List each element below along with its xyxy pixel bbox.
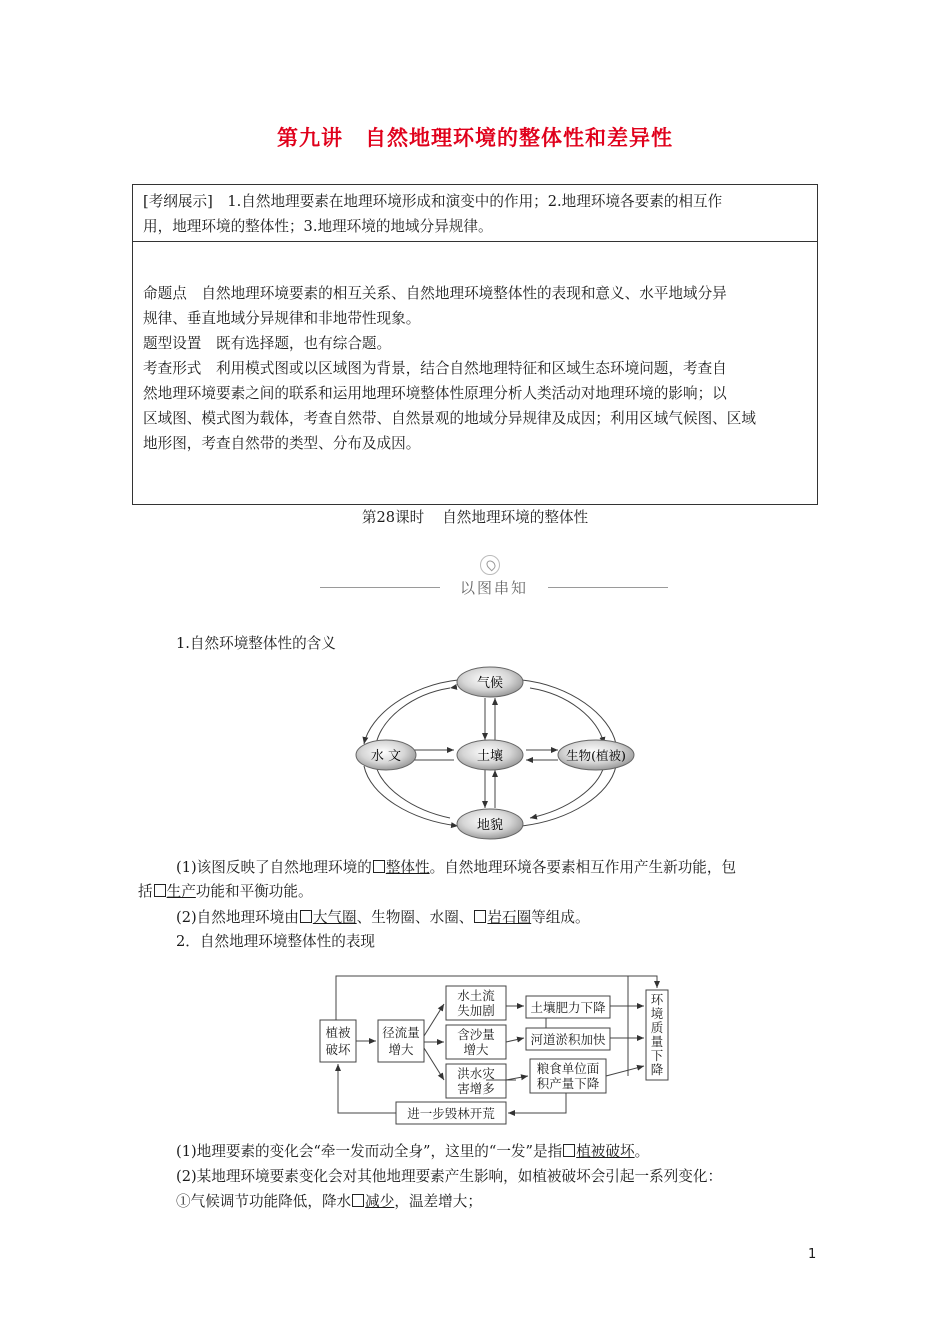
sediment-line2: 增大 — [463, 1042, 489, 1057]
lesson-number: 第28课时 — [361, 509, 425, 526]
part1-q1-line1 — [176, 856, 736, 880]
part1-heading: 1.自然环境整体性的含义 — [176, 635, 336, 652]
answer: 大气圈 — [312, 909, 357, 926]
runoff-line2: 增大 — [388, 1042, 414, 1057]
node-landform-label: 地貌 — [476, 818, 504, 833]
answer-box — [373, 860, 385, 873]
env-char: 降 — [650, 1062, 664, 1077]
environment-elements-diagram — [340, 660, 640, 845]
flood-line2: 害增多 — [457, 1081, 495, 1096]
text: ，温差增大； — [394, 1193, 482, 1210]
part2-q2: (2)某地理环境要素变化会对其他地理要素产生影响，如植被破坏会引起一系列变化： — [176, 1168, 723, 1185]
section-label: 以图串知 — [459, 579, 528, 597]
erosion-line1: 水土流 — [457, 988, 495, 1003]
part2-heading: 2．自然地理环境整体性的表现 — [176, 933, 376, 950]
answer-box — [154, 884, 166, 897]
loop-label: 进一步毁林开荒 — [407, 1106, 495, 1121]
grain-line1: 粮食单位面 — [536, 1061, 600, 1076]
part1-q1-line2 — [138, 880, 313, 904]
text: (1)该图反映了自然地理环境的 — [176, 859, 372, 876]
answer: 植被破坏 — [576, 1143, 635, 1160]
sediment-line1: 含沙量 — [457, 1027, 495, 1042]
env-char: 量 — [650, 1034, 664, 1049]
exam-info-line: 区域图、模式图为载体，考查自然带、自然景观的地域分异规律及成因；利用区域气候图、区域 — [143, 410, 756, 427]
exam-info-line: 然地理环境要素之间的联系和运用地理环境整体性原理分析人类活动对地理环境的影响；以 — [143, 385, 727, 402]
runoff-line1: 径流量 — [382, 1025, 420, 1040]
text: (2)自然地理环境由 — [176, 909, 299, 926]
part1-q2 — [176, 906, 590, 930]
answer: 减少 — [365, 1193, 395, 1210]
section-divider — [320, 577, 668, 599]
syllabus-box — [132, 184, 818, 242]
text: 。自然地理环境各要素相互作用产生新功能，包 — [429, 859, 737, 876]
lesson-title — [0, 506, 950, 527]
text: 功能和平衡功能。 — [195, 883, 313, 900]
start-line1: 植被 — [325, 1025, 351, 1040]
flood-line1: 洪水灾 — [457, 1066, 495, 1081]
syllabus-line: 用，地理环境的整体性；3.地理环境的地域分异规律。 — [143, 218, 493, 235]
text: 、生物圈、水圈、 — [356, 909, 474, 926]
exam-info-line: 题型设置 既有选择题，也有综合题。 — [143, 335, 392, 352]
chapter-name: 自然地理环境的整体性和差异性 — [365, 126, 673, 150]
fertility-label: 土壤肥力下降 — [530, 1000, 606, 1015]
env-char: 环 — [650, 992, 664, 1007]
answer: 整体性 — [385, 859, 430, 876]
node-hydrology-label: 水 文 — [370, 749, 402, 764]
answer-box — [563, 1144, 575, 1157]
node-biology-label: 生物(植被) — [566, 748, 626, 763]
env-char: 下 — [650, 1048, 664, 1063]
answer-box — [300, 910, 312, 923]
part2-q1 — [176, 1140, 649, 1164]
node-climate-label: 气候 — [476, 676, 504, 691]
answer-box — [474, 910, 486, 923]
exam-info-line: 考查形式 利用模式图或以区域图为背景，结合自然地理特征和区域生态环境问题，考查自 — [143, 360, 727, 377]
vegetation-destruction-flowchart — [316, 968, 676, 1128]
text: 等组成。 — [531, 909, 590, 926]
text: 。 — [634, 1143, 650, 1160]
text: ①气候调节功能降低，降水 — [176, 1193, 352, 1210]
node-soil-label: 土壤 — [476, 749, 504, 764]
lesson-name: 自然地理环境的整体性 — [442, 509, 589, 526]
exam-info-box — [132, 242, 818, 505]
chapter-title — [0, 122, 950, 152]
chapter-number: 第九讲 — [277, 126, 343, 150]
answer: 岩石圈 — [487, 909, 532, 926]
location-pin-icon — [480, 555, 500, 575]
syllabus-line: [考纲展示] 1.自然地理要素在地理环境形成和演变中的作用；2.地理环境各要素的相互作 — [143, 193, 723, 210]
exam-info-line: 地形图，考查自然带的类型、分布及成因。 — [143, 435, 421, 452]
page-number: 1 — [808, 1247, 817, 1262]
exam-info-line: 规律、垂直地域分异规律和非地带性现象。 — [143, 310, 421, 327]
erosion-line2: 失加剧 — [457, 1003, 495, 1018]
answer: 生产 — [166, 883, 196, 900]
env-char: 质 — [650, 1020, 664, 1035]
start-line2: 破坏 — [325, 1042, 351, 1057]
grain-line2: 积产量下降 — [536, 1076, 600, 1091]
river-label: 河道淤积加快 — [530, 1032, 606, 1047]
text: (1)地理要素的变化会“牵一发而动全身”，这里的“一发”是指 — [176, 1143, 563, 1160]
env-char: 境 — [650, 1006, 664, 1021]
answer-box — [352, 1194, 364, 1207]
exam-info-line: 命题点 自然地理环境要素的相互关系、自然地理环境整体性的表现和意义、水平地域分异 — [143, 285, 727, 302]
part2-item1 — [176, 1190, 482, 1214]
text: 括 — [138, 883, 153, 900]
